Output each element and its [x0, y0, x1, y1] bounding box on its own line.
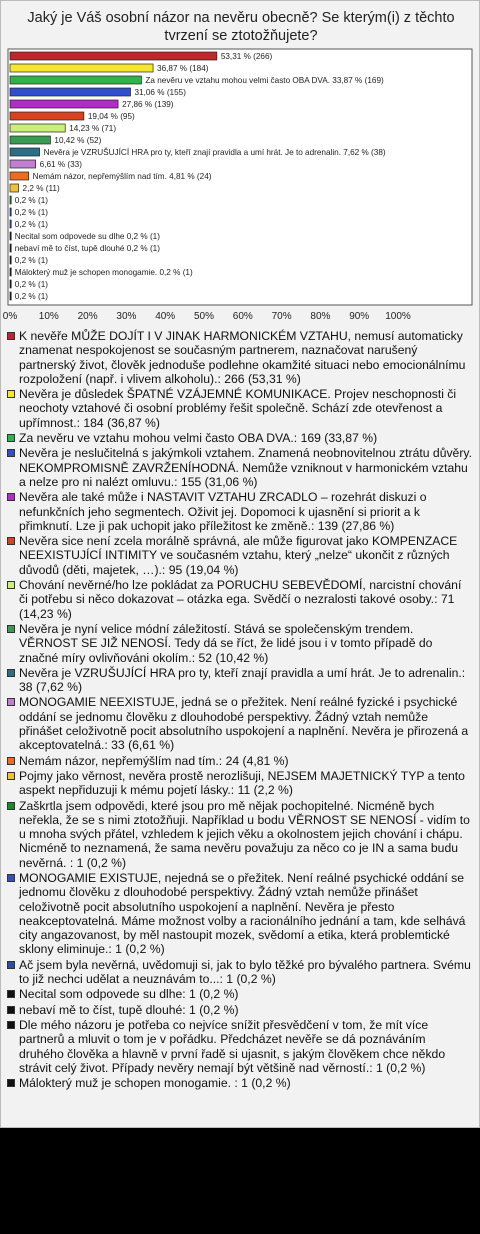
x-tick-label: 20% [77, 311, 98, 322]
legend-text: K nevěře MŮŽE DOJÍT I V JINAK HARMONICKÉM VZTAHU, nemusí automaticky znamenat nespokojenost se současným partnerem, naznačovat narušený partnerský život, člověk jednoduše podlehne okamžité situaci nebo emocionálnímu rozpoložení (např. i vlivem alkoholu).: 266 (53,31 %) [19, 329, 466, 386]
bar-data-label: Za nevěru ve vztahu mohou velmi často OBA DVA. 33,87 % (169) [145, 76, 384, 85]
legend-text: Málokterý muž je schopen monogamie. : 1 (0,2 %) [19, 1076, 291, 1091]
x-tick-label: 90% [349, 311, 370, 322]
legend-swatch [7, 961, 15, 969]
bar [10, 148, 40, 156]
legend-text: Nevěra je VZRUŠUJÍCÍ HRA pro ty, kteří znají pravidla a umí hrát. Je to adrenalin.: 38 (7,62 %) [19, 665, 466, 695]
legend-item [7, 1018, 473, 1075]
legend-swatch [7, 390, 15, 398]
legend-item [7, 871, 473, 957]
legend-text: MONOGAMIE NEEXISTUJE, jedná se o přežitek. Není reálné fyzické i psychické oddání se jednomu člověku z dlouhodobé perspektivy. Žádný vztah nemůže přinášet celoživotně pocit absolutního uspokojení a naplnění. Nevěra je přirozená a akceptovatelná.: 33 (6,61 %) [19, 695, 469, 753]
bar [10, 76, 141, 84]
bar-data-label: 0,2 % (1) [14, 292, 48, 301]
legend-item [7, 1003, 473, 1017]
legend-text: nebaví mě to číst, tupě dlouhé: 1 (0,2 %) [19, 1002, 239, 1017]
chart-legend [7, 329, 473, 1091]
x-tick-label: 40% [155, 311, 176, 322]
legend-swatch [7, 581, 15, 589]
legend-text: Pojmy jako věrnost, nevěra prostě nerozlišuji, NEJSEM MAJETNICKÝ TYP a tento aspekt nepřiduzuji k mému pojetí lásky.: 11 (2,2 %) [19, 768, 465, 798]
legend-swatch [7, 332, 15, 340]
bar-data-label: 53,31 % (266) [220, 52, 273, 61]
bar-data-label: Nevěra je VZRUŠUJÍCÍ HRA pro ty, kteří znají pravidla a umí hrát. Je to adrenalin. 7,62 % (38) [43, 148, 386, 157]
bar-data-label: 0,2 % (1) [14, 220, 48, 229]
bar-data-label: 2,2 % (11) [22, 184, 60, 193]
bar [10, 232, 11, 240]
bar-data-label: 0,2 % (1) [14, 196, 48, 205]
legend-swatch [7, 625, 15, 633]
bar [10, 256, 11, 264]
legend-swatch [7, 493, 15, 501]
x-tick-label: 30% [116, 311, 137, 322]
legend-item [7, 666, 473, 695]
bar [10, 184, 19, 192]
x-tick-label: 70% [271, 311, 292, 322]
legend-item [7, 387, 473, 430]
x-tick-label: 50% [193, 311, 215, 322]
bar-data-label: 10,42 % (52) [54, 136, 102, 145]
legend-item [7, 431, 473, 445]
legend-text: Nevěra sice není zcela morálně správná, ale může figurovat jako KOMPENZACE NEEXISTUJÍCÍ INTIMITY ve současném vztahu, který „nelze“ ukončit z různých důvodů (děti, majetek, …).: 95 (19,04 %) [19, 534, 458, 577]
legend-swatch [7, 698, 15, 706]
bar [10, 160, 36, 168]
bar-data-label: 0,2 % (1) [14, 280, 48, 289]
legend-text: Nemám názor, nepřemýšlím nad tím.: 24 (4,81 %) [19, 753, 289, 768]
x-tick-label: 100% [385, 311, 411, 322]
legend-text: Dle mého názoru je potřeba co nejvíce snížit přesvědčení v tom, že mít více partnerů a mluvit o tom je v pořádku. Předcházet nevěře se dá poznáváním druhého člověka a hlavně v první řadě si ujasnit, s jakým člověkem chce někdo strávit celý život. Případy nevěry nemají být většině nad věrností.: 1 (0,2 %) [19, 1017, 446, 1075]
legend-swatch [7, 802, 15, 810]
legend-item [7, 578, 473, 621]
legend-swatch [7, 874, 15, 882]
x-tick-label: 10% [38, 311, 59, 322]
bar-data-label: 0,2 % (1) [14, 208, 48, 217]
legend-item [7, 622, 473, 665]
legend-swatch [7, 669, 15, 677]
legend-text: Ač jsem byla nevěrná, uvědomuji si, jak to bylo těžké pro bývalého partnera. Svému to již nechci udělat a neuznávám to...: 1 (0,2 %) [19, 957, 471, 987]
legend-swatch [7, 434, 15, 442]
bar-data-label: 0,2 % (1) [14, 256, 48, 265]
legend-text: MONOGAMIE EXISTUJE, nejedná se o přežitek. Není reálné psychické oddání se jednomu člověku z dlouhodobé perspektivy. Žádný vztah nemůže přinášet celoživotně pocit absolutního uspokojení a naplnění. Nevěra je přesto neakceptovatelná. Máme možnost volby a racionálního jednání a tam, kde selhává city angazovanost, by měl nastoupit mozek, svědomí a etika, která problemtické sklony eliminuje.: 1 (0,2 %) [19, 870, 466, 957]
legend-text: Nevěra je důsledek ŠPATNÉ VZÁJEMNÉ KOMUNIKACE. Projev neschopnosti či neochoty vztahové či osobní problémy řešit společně. Schází zde otevřenost a upřímnost.: 184 (36,87 %) [19, 387, 457, 430]
bar [10, 172, 29, 180]
bar-chart [1, 1, 479, 331]
bar [10, 220, 11, 228]
bar-data-label: 31,06 % (155) [134, 88, 186, 97]
legend-item [7, 534, 473, 577]
bar-data-label: 6,61 % (33) [39, 160, 82, 169]
legend-item [7, 987, 473, 1001]
bar [10, 196, 11, 204]
bar [10, 64, 153, 72]
legend-item [7, 958, 473, 987]
bar-data-label: Necital som odpovede su dlhe 0,2 % (1) [14, 232, 160, 241]
bar [10, 244, 11, 252]
legend-swatch [7, 1006, 15, 1014]
bar-data-label: Nemám názor, nepřemýšlím nad tím. 4,81 % (24) [32, 172, 212, 181]
legend-item [7, 329, 473, 386]
legend-text: Za nevěru ve vztahu mohou velmi často OBA DVA.: 169 (33,87 %) [19, 431, 378, 446]
legend-item [7, 446, 473, 489]
x-tick-label: 80% [310, 311, 331, 322]
legend-text: Zaškrtla jsem odpovědi, které jsou pro mě nějak pochopitelné. Nicméně bych neřekla, že se s nimi ztotožňuji. Například u bodu VĚRNOST SE NENOSÍ - vidím to u mnoha svých přátel, vzhledem k jejich věku a okolnostem jejich chování i chápu. Nicméně to neznamená, že sama nevěru považuju za něco co je IN a sama budu nevěrná. : 1 (0,2 %) [19, 798, 470, 870]
bar [10, 292, 11, 300]
legend-swatch [7, 772, 15, 780]
bar-data-label: 14,23 % (71) [69, 124, 117, 133]
bar [10, 112, 84, 120]
bar [10, 268, 11, 276]
chart-title: Jaký je Váš osobní názor na nevěru obecně? Se kterým(i) z těchto tvrzení se ztotožňujete? [27, 10, 455, 44]
legend-text: Nevěra ale také může i NASTAVIT VZTAHU ZRCADLO – rozehrát diskuzi o nefunkčních jeho segmentech. Oživit jej. Dopomoci k ujasnění si priorit a k přimknutí. Lze ji pak uchopit jako příležitost ke změně.: 139 (27,86 %) [19, 490, 427, 533]
legend-text: Chování nevěrné/ho lze pokládat za PORUCHU SEBEVĚDOMÍ, narcistní chování či potřebu si něco dokazovat – otázka ega. Svědčí o nezralosti takové osoby.: 71 (14,23 %) [19, 578, 462, 621]
legend-text: Nevěra je neslučitelná s jakýmkoli vztahem. Znamená neobnovitelnou ztrátu důvěry. NEKOMPROMISNĚ ZAVRŽENÍHODNÁ. Nemůže vzniknout v harmonickém vztahu a nelze pro ni nalézt omluvu.: 155 (31,06 %) [19, 446, 472, 489]
legend-item [7, 695, 473, 752]
legend-text: Nevěra je nyní velice módní záležitostí. Stává se společenským trendem. VĚRNOST SE JIŽ NENOSÍ. Tedy dá se říct, že lidé jsou i v tomto případě do značné míry ovlivňováni okolím.: 52 (10,42 %) [19, 621, 433, 665]
legend-swatch [7, 1079, 15, 1087]
bar [10, 136, 50, 144]
legend-swatch [7, 449, 15, 457]
bar [10, 124, 65, 132]
bar [10, 208, 11, 216]
legend-item [7, 799, 473, 870]
legend-item [7, 1076, 473, 1090]
legend-swatch [7, 990, 15, 998]
bar-data-label: 36,87 % (184) [157, 64, 209, 73]
legend-item [7, 754, 473, 768]
bar [10, 88, 131, 96]
bar [10, 280, 11, 288]
bar [10, 100, 118, 108]
bar [10, 52, 217, 60]
bar-data-label: 19,04 % (95) [87, 112, 135, 121]
x-tick-label: 60% [232, 311, 253, 322]
legend-swatch [7, 1021, 15, 1029]
x-tick-label: 0% [2, 311, 18, 322]
bar-data-label: 27,86 % (139) [122, 100, 174, 109]
bar-data-label: Málokterý muž je schopen monogamie. 0,2 % (1) [14, 268, 193, 277]
legend-swatch [7, 537, 15, 545]
bar-data-label: nebaví mě to číst, tupě dlouhé 0,2 % (1) [14, 244, 160, 253]
legend-item [7, 490, 473, 533]
legend-text: Necital som odpovede su dlhe: 1 (0,2 %) [19, 987, 239, 1002]
legend-item [7, 769, 473, 798]
legend-swatch [7, 757, 15, 765]
